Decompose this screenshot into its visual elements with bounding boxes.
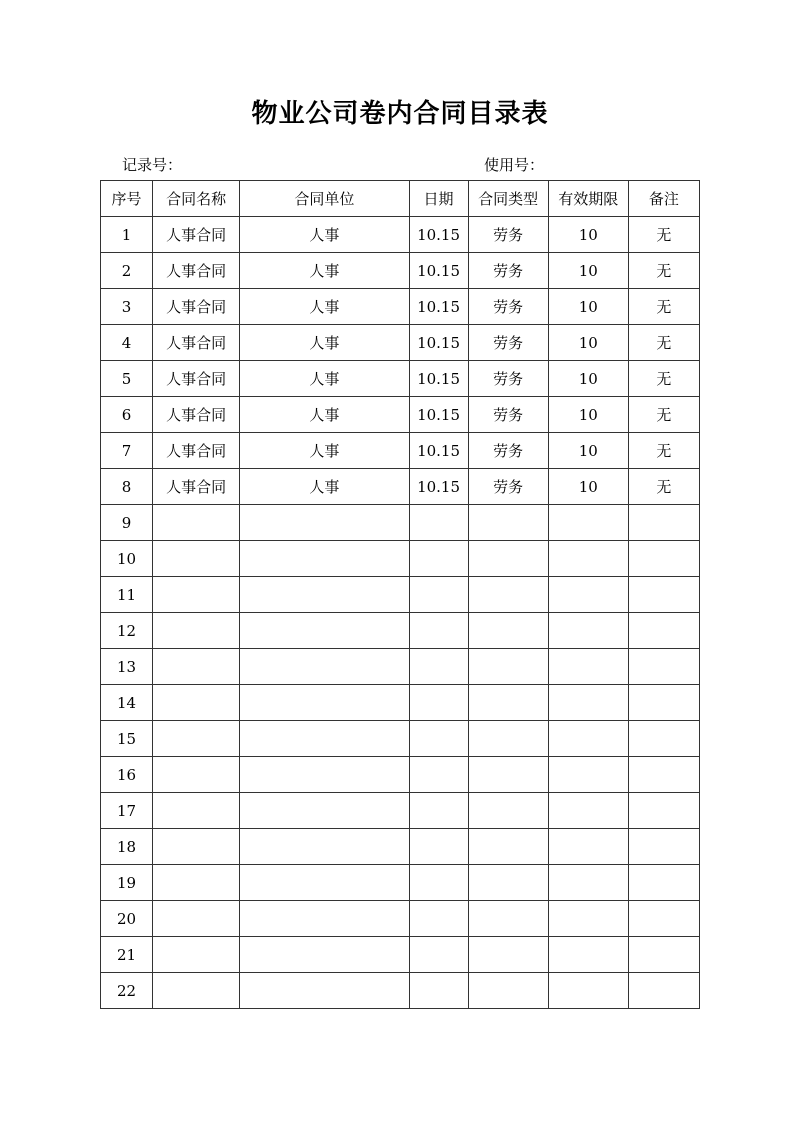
validity-period-cell xyxy=(548,937,628,973)
contract-type-cell xyxy=(468,649,548,685)
table-row xyxy=(101,613,700,649)
table-header-row xyxy=(101,181,700,217)
table-row xyxy=(101,757,700,793)
contract-unit-cell xyxy=(240,505,409,541)
contract-name-cell xyxy=(153,793,240,829)
validity-period-cell: 10 xyxy=(548,469,628,505)
table-row xyxy=(101,253,700,289)
serial-no-cell: 13 xyxy=(101,649,153,685)
contract-type-cell xyxy=(468,901,548,937)
serial-no-cell: 10 xyxy=(101,541,153,577)
validity-period-cell: 10 xyxy=(548,217,628,253)
remarks-cell xyxy=(628,757,699,793)
contract-type-cell: 劳务 xyxy=(468,217,548,253)
contract-name-cell xyxy=(153,901,240,937)
contract-name-cell xyxy=(153,505,240,541)
serial-no-cell: 21 xyxy=(101,937,153,973)
date-cell: 10.15 xyxy=(409,433,468,469)
remarks-cell xyxy=(628,901,699,937)
serial-no-cell: 1 xyxy=(101,217,153,253)
contract-unit-cell: 人事 xyxy=(240,289,409,325)
date-cell: 10.15 xyxy=(409,217,468,253)
contract-type-cell xyxy=(468,757,548,793)
date-cell: 10.15 xyxy=(409,253,468,289)
validity-period-cell xyxy=(548,649,628,685)
contract-type-cell xyxy=(468,577,548,613)
validity-period-cell xyxy=(548,829,628,865)
remarks-cell: 无 xyxy=(628,469,699,505)
serial-no-cell: 7 xyxy=(101,433,153,469)
table-row xyxy=(101,541,700,577)
contract-unit-cell xyxy=(240,613,409,649)
table-row xyxy=(101,721,700,757)
validity-period-cell xyxy=(548,721,628,757)
date-cell: 10.15 xyxy=(409,325,468,361)
validity-period-cell xyxy=(548,577,628,613)
contract-name-cell xyxy=(153,757,240,793)
remarks-cell: 无 xyxy=(628,433,699,469)
contract-name-cell: 人事合同 xyxy=(153,361,240,397)
contract-type-cell: 劳务 xyxy=(468,253,548,289)
header-validity-period: 有效期限 xyxy=(548,181,628,217)
remarks-cell xyxy=(628,829,699,865)
header-remarks: 备注 xyxy=(628,181,699,217)
validity-period-cell: 10 xyxy=(548,253,628,289)
serial-no-cell: 8 xyxy=(101,469,153,505)
contract-unit-cell xyxy=(240,721,409,757)
contract-type-cell xyxy=(468,865,548,901)
table-row xyxy=(101,793,700,829)
table-row xyxy=(101,397,700,433)
remarks-cell xyxy=(628,613,699,649)
contract-name-cell: 人事合同 xyxy=(153,433,240,469)
contract-unit-cell xyxy=(240,829,409,865)
contract-type-cell xyxy=(468,685,548,721)
date-cell xyxy=(409,649,468,685)
contract-unit-cell: 人事 xyxy=(240,433,409,469)
serial-no-cell: 14 xyxy=(101,685,153,721)
validity-period-cell xyxy=(548,973,628,1009)
table-row xyxy=(101,937,700,973)
contract-name-cell xyxy=(153,541,240,577)
serial-no-cell: 16 xyxy=(101,757,153,793)
serial-no-cell: 12 xyxy=(101,613,153,649)
contract-name-cell xyxy=(153,937,240,973)
contract-unit-cell: 人事 xyxy=(240,397,409,433)
contract-unit-cell: 人事 xyxy=(240,217,409,253)
validity-period-cell: 10 xyxy=(548,361,628,397)
contract-unit-cell xyxy=(240,541,409,577)
date-cell xyxy=(409,973,468,1009)
validity-period-cell: 10 xyxy=(548,433,628,469)
remarks-cell xyxy=(628,649,699,685)
serial-no-cell: 11 xyxy=(101,577,153,613)
contract-name-cell: 人事合同 xyxy=(153,397,240,433)
header-contract-type: 合同类型 xyxy=(468,181,548,217)
contract-type-cell xyxy=(468,541,548,577)
table-row xyxy=(101,433,700,469)
table-row xyxy=(101,901,700,937)
validity-period-cell: 10 xyxy=(548,289,628,325)
contract-name-cell xyxy=(153,829,240,865)
serial-no-cell: 4 xyxy=(101,325,153,361)
contract-name-cell: 人事合同 xyxy=(153,469,240,505)
contract-unit-cell xyxy=(240,685,409,721)
date-cell xyxy=(409,541,468,577)
contract-type-cell: 劳务 xyxy=(468,289,548,325)
validity-period-cell xyxy=(548,541,628,577)
contract-name-cell xyxy=(153,865,240,901)
contract-unit-cell xyxy=(240,793,409,829)
table-row xyxy=(101,649,700,685)
contract-unit-cell xyxy=(240,901,409,937)
serial-no-cell: 5 xyxy=(101,361,153,397)
date-cell xyxy=(409,757,468,793)
date-cell xyxy=(409,901,468,937)
contract-name-cell: 人事合同 xyxy=(153,253,240,289)
remarks-cell xyxy=(628,973,699,1009)
header-serial-no: 序号 xyxy=(101,181,153,217)
serial-no-cell: 9 xyxy=(101,505,153,541)
date-cell xyxy=(409,613,468,649)
contract-type-cell xyxy=(468,973,548,1009)
table-row xyxy=(101,361,700,397)
document-title: 物业公司卷内合同目录表 xyxy=(251,99,549,129)
date-cell xyxy=(409,829,468,865)
validity-period-cell xyxy=(548,685,628,721)
date-cell xyxy=(409,793,468,829)
remarks-cell xyxy=(628,505,699,541)
date-cell xyxy=(409,721,468,757)
remarks-cell: 无 xyxy=(628,397,699,433)
date-cell: 10.15 xyxy=(409,397,468,433)
contract-unit-cell xyxy=(240,973,409,1009)
contract-type-cell xyxy=(468,793,548,829)
usage-number-label: 使用号： xyxy=(484,156,545,174)
validity-period-cell xyxy=(548,613,628,649)
contract-name-cell: 人事合同 xyxy=(153,289,240,325)
date-cell: 10.15 xyxy=(409,361,468,397)
contract-type-cell xyxy=(468,613,548,649)
date-cell xyxy=(409,685,468,721)
record-number-label: 记录号： xyxy=(122,156,183,174)
table-row xyxy=(101,973,700,1009)
validity-period-cell xyxy=(548,865,628,901)
table-row xyxy=(101,289,700,325)
contract-unit-cell: 人事 xyxy=(240,361,409,397)
date-cell xyxy=(409,505,468,541)
serial-no-cell: 20 xyxy=(101,901,153,937)
contract-unit-cell xyxy=(240,577,409,613)
contract-unit-cell: 人事 xyxy=(240,253,409,289)
remarks-cell xyxy=(628,937,699,973)
serial-no-cell: 18 xyxy=(101,829,153,865)
contract-unit-cell xyxy=(240,757,409,793)
validity-period-cell xyxy=(548,757,628,793)
remarks-cell: 无 xyxy=(628,361,699,397)
remarks-cell xyxy=(628,577,699,613)
contract-unit-cell: 人事 xyxy=(240,469,409,505)
serial-no-cell: 19 xyxy=(101,865,153,901)
contract-name-cell xyxy=(153,613,240,649)
serial-no-cell: 17 xyxy=(101,793,153,829)
contract-name-cell xyxy=(153,649,240,685)
contract-type-cell xyxy=(468,505,548,541)
table-row xyxy=(101,469,700,505)
contract-unit-cell: 人事 xyxy=(240,325,409,361)
contract-type-cell: 劳务 xyxy=(468,361,548,397)
remarks-cell: 无 xyxy=(628,325,699,361)
remarks-cell: 无 xyxy=(628,217,699,253)
serial-no-cell: 6 xyxy=(101,397,153,433)
remarks-cell xyxy=(628,721,699,757)
table-row xyxy=(101,577,700,613)
validity-period-cell xyxy=(548,793,628,829)
table-row xyxy=(101,685,700,721)
header-date: 日期 xyxy=(409,181,468,217)
date-cell: 10.15 xyxy=(409,289,468,325)
remarks-cell xyxy=(628,541,699,577)
serial-no-cell: 15 xyxy=(101,721,153,757)
table-row xyxy=(101,217,700,253)
contract-name-cell xyxy=(153,685,240,721)
validity-period-cell: 10 xyxy=(548,397,628,433)
contract-type-cell: 劳务 xyxy=(468,397,548,433)
header-contract-name: 合同名称 xyxy=(153,181,240,217)
serial-no-cell: 22 xyxy=(101,973,153,1009)
date-cell xyxy=(409,937,468,973)
contract-name-cell: 人事合同 xyxy=(153,217,240,253)
contract-type-cell xyxy=(468,829,548,865)
header-contract-unit: 合同单位 xyxy=(240,181,409,217)
validity-period-cell xyxy=(548,505,628,541)
date-cell: 10.15 xyxy=(409,469,468,505)
contract-unit-cell xyxy=(240,937,409,973)
contract-name-cell xyxy=(153,577,240,613)
table-row xyxy=(101,865,700,901)
table-row xyxy=(101,829,700,865)
contract-unit-cell xyxy=(240,865,409,901)
contract-name-cell xyxy=(153,721,240,757)
contract-type-cell xyxy=(468,937,548,973)
contract-type-cell: 劳务 xyxy=(468,469,548,505)
table-row xyxy=(101,325,700,361)
serial-no-cell: 2 xyxy=(101,253,153,289)
contract-type-cell: 劳务 xyxy=(468,325,548,361)
contract-type-cell: 劳务 xyxy=(468,433,548,469)
contract-unit-cell xyxy=(240,649,409,685)
table-row xyxy=(101,505,700,541)
contract-name-cell xyxy=(153,973,240,1009)
contract-catalog-table xyxy=(100,180,700,1009)
date-cell xyxy=(409,577,468,613)
contract-type-cell xyxy=(468,721,548,757)
contract-name-cell: 人事合同 xyxy=(153,325,240,361)
remarks-cell: 无 xyxy=(628,289,699,325)
serial-no-cell: 3 xyxy=(101,289,153,325)
validity-period-cell xyxy=(548,901,628,937)
date-cell xyxy=(409,865,468,901)
remarks-cell xyxy=(628,865,699,901)
remarks-cell: 无 xyxy=(628,253,699,289)
remarks-cell xyxy=(628,685,699,721)
validity-period-cell: 10 xyxy=(548,325,628,361)
remarks-cell xyxy=(628,793,699,829)
